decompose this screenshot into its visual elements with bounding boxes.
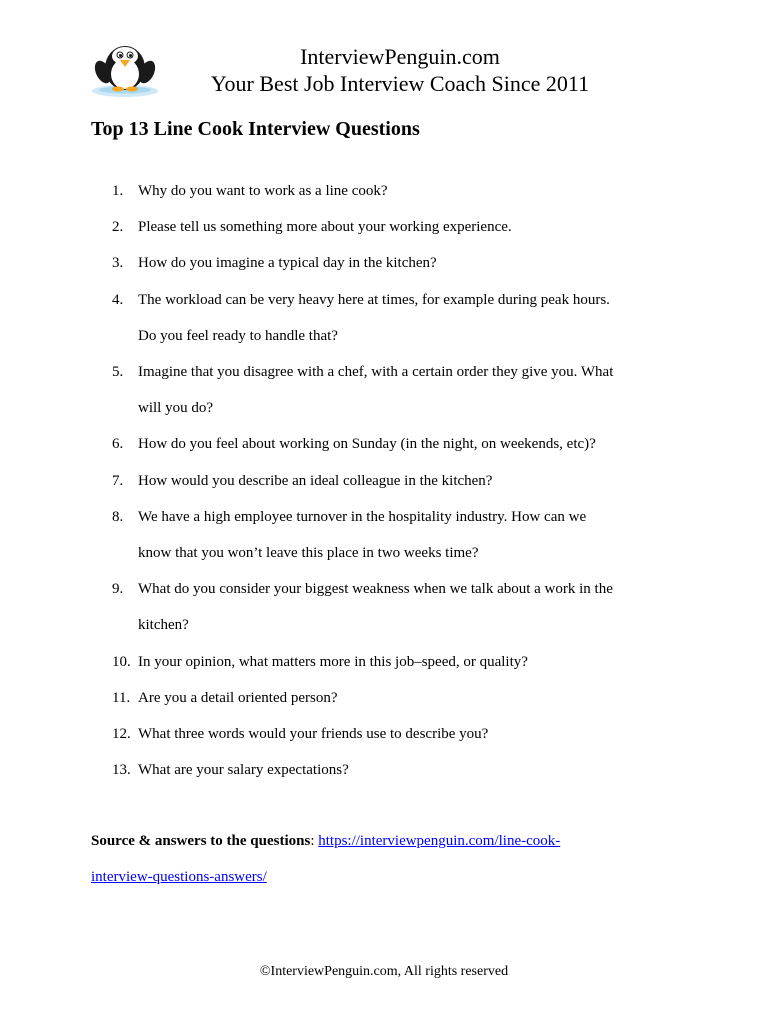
- question-text: How do you feel about working on Sunday (in the night, on weekends, etc)?: [138, 436, 596, 453]
- source-separator: :: [310, 833, 319, 849]
- question-number: 10.: [112, 653, 131, 670]
- page-header: [0, 38, 768, 108]
- source-link-line1: https://interviewpenguin.com/line-cook-: [318, 833, 561, 849]
- question-number: 1.: [112, 183, 124, 199]
- source-link-line2: interview-questions-answers/: [91, 869, 267, 886]
- question-item: [0, 463, 698, 499]
- question-number: 12.: [112, 726, 131, 743]
- question-item: [0, 716, 698, 752]
- question-number: 5.: [112, 364, 124, 381]
- question-number: 8.: [112, 508, 124, 525]
- question-item: [0, 752, 698, 788]
- source-label: Source & answers to the questions: [91, 833, 311, 849]
- question-text: Are you a detail oriented person?: [138, 689, 338, 706]
- question-item: [0, 282, 698, 354]
- question-number: 9.: [112, 581, 124, 598]
- question-number: 4.: [112, 291, 124, 308]
- question-text: How would you describe an ideal colleague in the kitchen?: [138, 472, 493, 489]
- question-item: [0, 499, 698, 571]
- question-number: 11.: [112, 689, 131, 706]
- question-item: [0, 426, 698, 462]
- question-item: [0, 354, 698, 426]
- question-text: In your opinion, what matters more in this job–speed, or quality?: [138, 653, 528, 670]
- question-text: kitchen?: [138, 617, 189, 634]
- document-title: Top 13 Line Cook Interview Questions: [91, 118, 420, 140]
- question-text: What three words would your friends use to describe you?: [138, 726, 489, 743]
- question-item: [0, 173, 698, 209]
- question-text: Please tell us something more about your working experience.: [138, 219, 512, 236]
- question-text: will you do?: [138, 400, 213, 417]
- question-text: The workload can be very heavy here at times, for example during peak hours.: [138, 291, 610, 308]
- question-item: [0, 680, 698, 716]
- page-footer: ©InterviewPenguin.com, All rights reserved: [259, 964, 509, 979]
- question-text: Why do you want to work as a line cook?: [138, 183, 388, 199]
- question-number: 2.: [112, 219, 124, 236]
- question-list: [0, 173, 768, 788]
- question-text: Do you feel ready to handle that?: [138, 327, 338, 344]
- question-number: 6.: [112, 436, 124, 453]
- question-text: How do you imagine a typical day in the kitchen?: [138, 255, 437, 272]
- question-item: [0, 644, 698, 680]
- question-item: [0, 209, 698, 245]
- question-number: 7.: [112, 472, 124, 489]
- question-item: [0, 245, 698, 281]
- question-number: 3.: [112, 255, 124, 272]
- site-tagline: Your Best Job Interview Coach Since 2011: [210, 71, 590, 96]
- question-number: 13.: [112, 762, 131, 779]
- question-text: What do you consider your biggest weakness when we talk about a work in the: [138, 581, 613, 598]
- question-text: Imagine that you disagree with a chef, with a certain order they give you. What: [138, 364, 614, 381]
- source-paragraph: [91, 823, 651, 895]
- question-text: know that you won’t leave this place in two weeks time?: [138, 545, 479, 562]
- question-text: What are your salary expectations?: [138, 762, 349, 779]
- site-name: InterviewPenguin.com: [300, 44, 500, 69]
- question-text: We have a high employee turnover in the hospitality industry. How can we: [138, 508, 587, 525]
- question-item: [0, 571, 698, 643]
